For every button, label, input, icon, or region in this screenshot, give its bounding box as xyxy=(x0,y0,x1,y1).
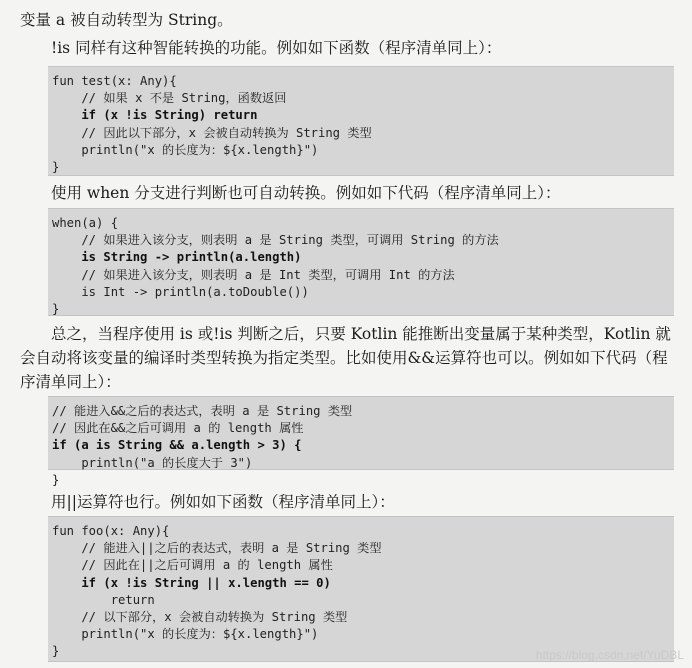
paragraph-1: 变量 a 被自动转型为 String。 xyxy=(20,11,233,29)
paragraph-3: 使用 when 分支进行判断也可自动转换。例如如下代码（程序清单同上）： xyxy=(51,184,561,202)
code-line: // 能进入||之后的表达式，表明 a 是 String 类型 xyxy=(52,541,382,556)
code-line: fun foo(x: Any){ xyxy=(52,524,170,538)
code-line: if (x !is String) return xyxy=(52,108,258,123)
code-block-foo-function xyxy=(48,516,674,662)
code-line: if (a is String && a.length > 3) { xyxy=(52,438,302,453)
code-line: // 因此在&&之后可调用 a 的 length 属性 xyxy=(52,421,304,436)
watermark: https://blog.csdn.net/YuDBL xyxy=(535,648,684,662)
paragraph-2: !is 同样有这种智能转换的功能。例如如下函数（程序清单同上）： xyxy=(51,39,502,57)
code-line: } xyxy=(52,644,60,659)
code-line: fun test(x: Any){ xyxy=(52,74,177,88)
code-line: // 能进入&&之后的表达式，表明 a 是 String 类型 xyxy=(52,404,353,418)
paragraph-4: 总之，当程序使用 is 或!is 判断之后，只要 Kotlin 能推断出变量属于某种类型，Kotlin 就会自动将该变量的编译时类型转换为指定类型。比如使用&&运算符也可以。例如如下代码（程序清单同上）： xyxy=(20,325,671,391)
code-block-and-operator xyxy=(48,396,674,487)
code-line: println("x 的长度为：${x.length}") xyxy=(52,142,319,157)
code-block-test-function xyxy=(48,66,674,176)
code-line: is Int -> println(a.toDouble()) xyxy=(52,284,309,299)
code-line: // 如果进入该分支，则表明 a 是 String 类型，可调用 String 的方法 xyxy=(52,233,499,248)
code-line: println("x 的长度为：${x.length}") xyxy=(52,627,319,642)
code-line: println("a 的长度大于 3") xyxy=(52,455,253,470)
code-block-when-branch xyxy=(48,208,674,316)
code-line: } xyxy=(52,159,60,174)
code-line: when(a) { xyxy=(52,216,119,230)
code-line: } xyxy=(52,472,60,487)
code-line: // 因此在||之后可调用 a 的 length 属性 xyxy=(52,558,333,573)
paragraph-5: 用||运算符也行。例如如下函数（程序清单同上）： xyxy=(51,493,395,511)
code-line: } xyxy=(52,301,60,316)
code-line: // 以下部分，x 会被自动转换为 String 类型 xyxy=(52,609,348,624)
code-line: // 如果进入该分支，则表明 a 是 Int 类型，可调用 Int 的方法 xyxy=(52,267,455,282)
code-line: // 如果 x 不是 String，函数返回 xyxy=(52,91,287,106)
code-line: return xyxy=(52,592,155,607)
code-line: // 因此以下部分，x 会被自动转换为 String 类型 xyxy=(52,125,372,140)
code-line: is String -> println(a.length) xyxy=(52,250,302,265)
code-line: if (x !is String || x.length == 0) xyxy=(52,575,331,590)
